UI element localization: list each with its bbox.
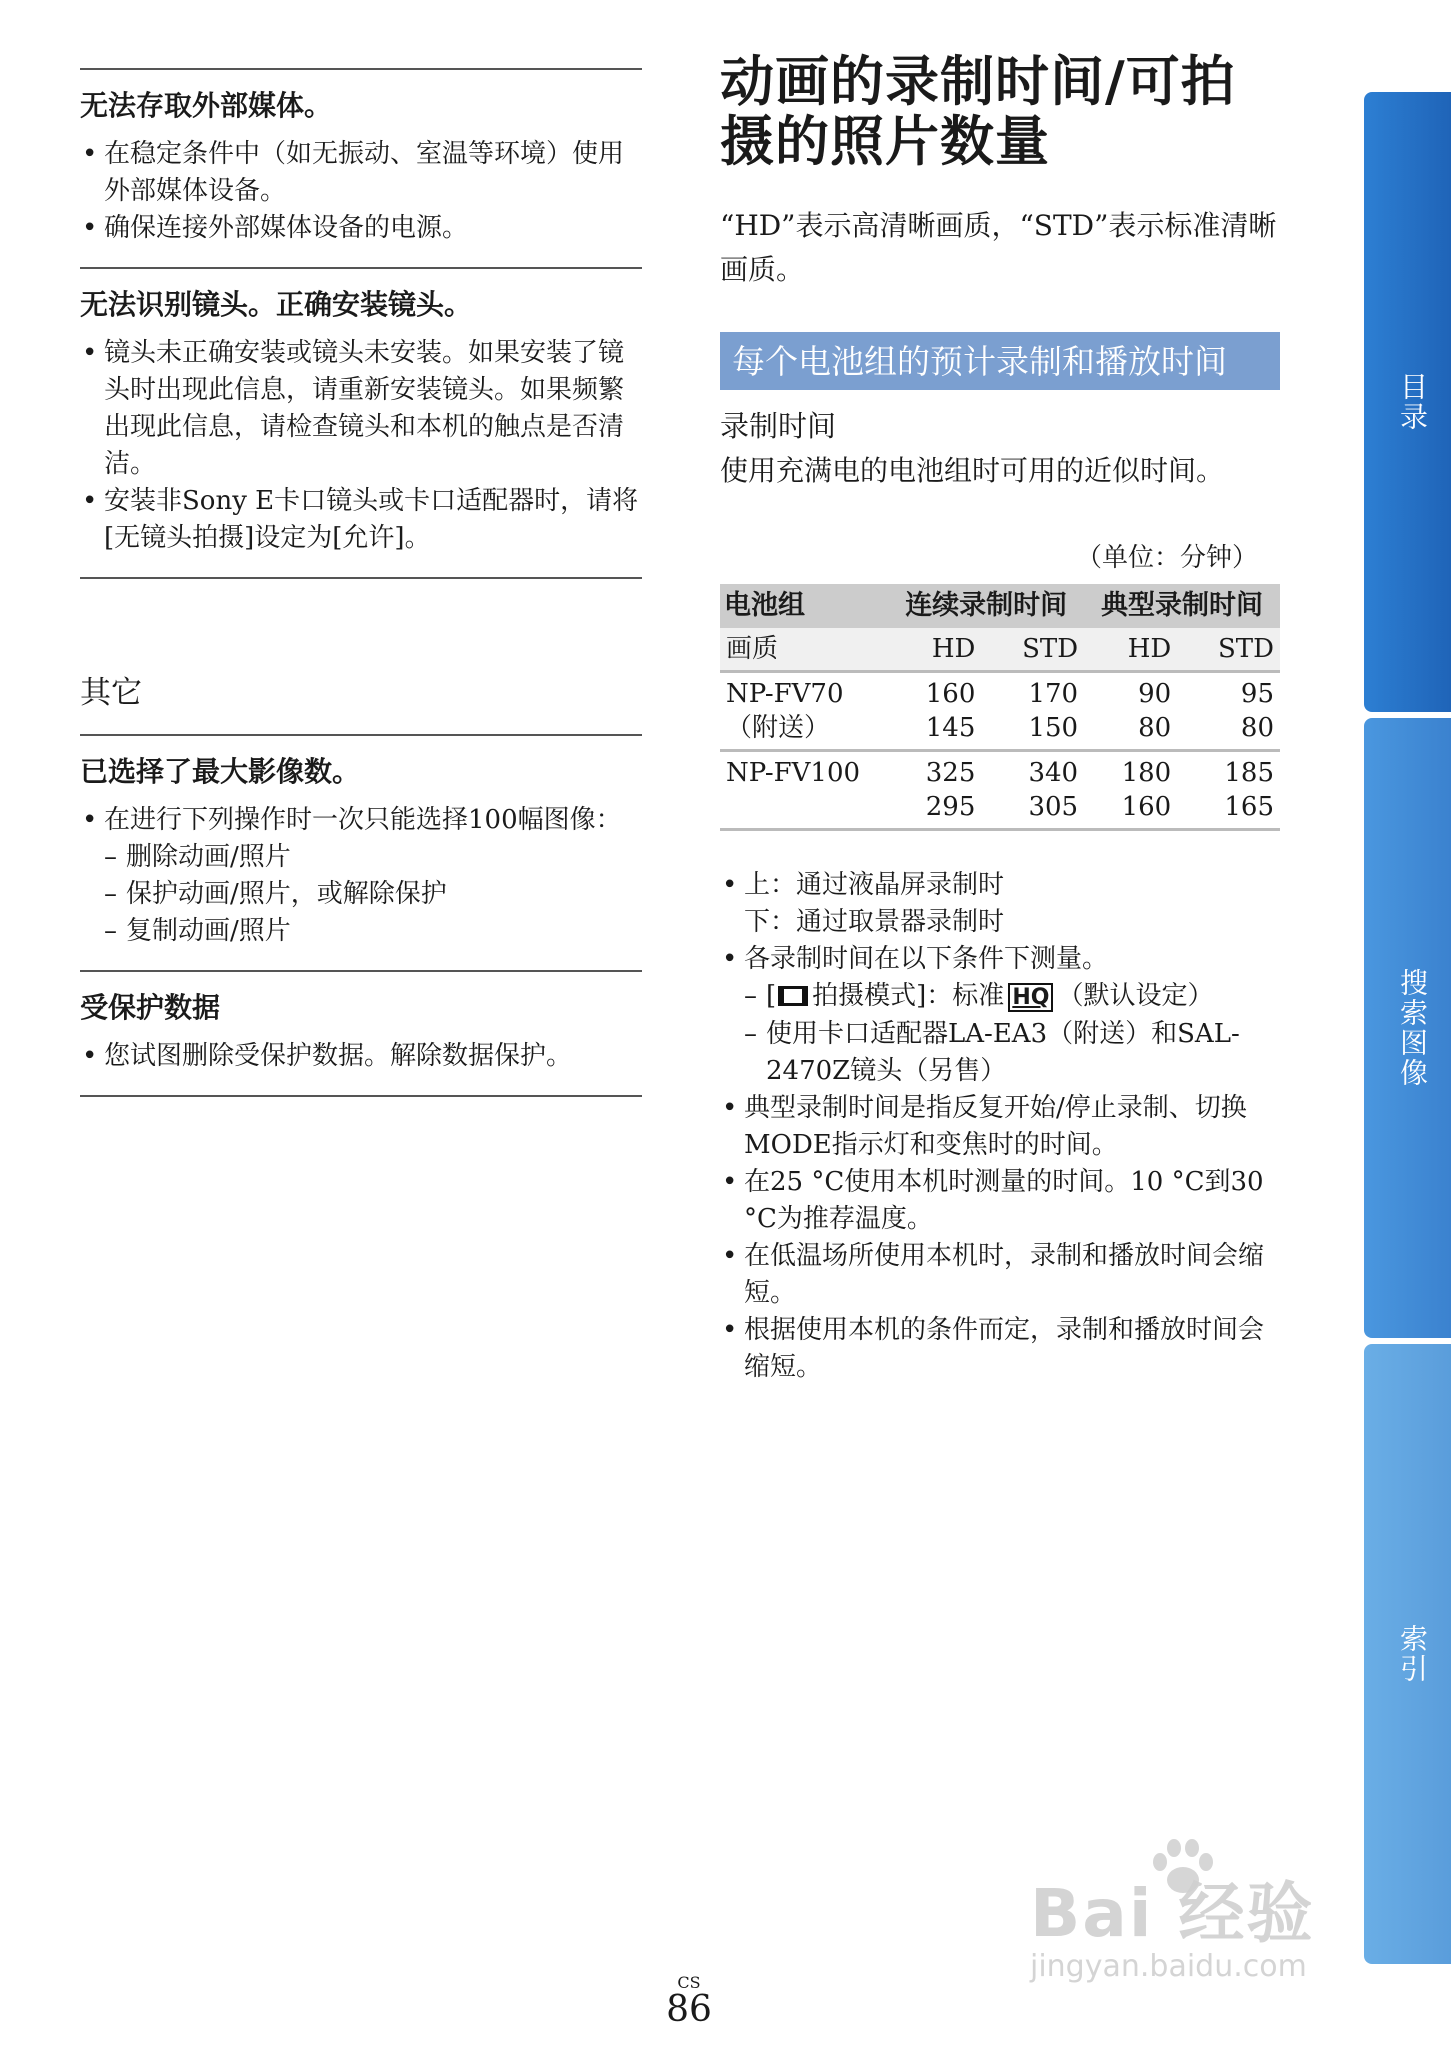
value: 160 bbox=[925, 679, 976, 709]
battery-table bbox=[720, 584, 1280, 831]
group-title-other: 其它 bbox=[80, 675, 142, 711]
quality-label: 画质 bbox=[720, 628, 888, 672]
page-number-value: 86 bbox=[666, 1989, 712, 2030]
language-code: CS bbox=[677, 1973, 701, 1992]
dash-text: 拍摄模式]：标准 bbox=[812, 981, 1005, 1011]
watermark-url: jingyan.baidu.com bbox=[1030, 1949, 1307, 1984]
value-cell bbox=[888, 672, 981, 751]
right-column bbox=[720, 52, 1280, 1386]
sub-heading: 录制时间 bbox=[720, 409, 837, 443]
notes-list bbox=[720, 867, 1280, 1386]
tab-label: 索引 bbox=[1396, 1624, 1429, 1684]
value-cell bbox=[1177, 751, 1280, 830]
section-lens bbox=[80, 267, 642, 579]
bullet-list bbox=[80, 1038, 642, 1075]
list-item bbox=[80, 802, 642, 950]
bullet-list bbox=[80, 136, 642, 247]
note-item: • 在25 °C使用本机时测量的时间。10 °C到30 °C为推荐温度。 bbox=[720, 1164, 1280, 1238]
note-item bbox=[720, 867, 1280, 941]
value: 160 bbox=[1121, 792, 1172, 822]
tab-search-image[interactable] bbox=[1364, 718, 1451, 1338]
section-protected-data bbox=[80, 970, 642, 1097]
value: 170 bbox=[1028, 679, 1079, 709]
page-title: 动画的录制时间/可拍摄的照片数量 bbox=[720, 50, 1236, 173]
hq-icon: HQ bbox=[1008, 983, 1053, 1012]
note-text: • 上：通过液晶屏录制时 bbox=[744, 870, 1005, 900]
value-cell bbox=[981, 672, 1084, 751]
value: 295 bbox=[925, 792, 976, 822]
note-item: • 根据使用本机的条件而定，录制和播放时间会缩短。 bbox=[720, 1312, 1280, 1386]
value-cell bbox=[1084, 672, 1177, 751]
value: 80 bbox=[1240, 713, 1274, 743]
header-battery: 电池组 bbox=[720, 584, 888, 628]
note-item bbox=[720, 941, 1280, 1090]
note-text: 下：通过取景器录制时 bbox=[744, 907, 1005, 937]
quality-std: STD bbox=[1177, 628, 1280, 672]
dash-text: （默认设定） bbox=[1057, 981, 1214, 1011]
tab-index[interactable] bbox=[1364, 1344, 1451, 1964]
battery-name: NP-FV100 bbox=[726, 758, 861, 788]
battery-name-cell bbox=[720, 672, 888, 751]
unit-label: （单位：分钟） bbox=[1075, 543, 1258, 573]
intro-text: “HD”表示高清晰画质，“STD”表示标准清晰画质。 bbox=[720, 209, 1277, 286]
battery-note: （附送） bbox=[726, 713, 831, 743]
value-cell bbox=[1084, 751, 1177, 830]
note-item: • 在低温场所使用本机时，录制和播放时间会缩短。 bbox=[720, 1238, 1280, 1312]
value: 165 bbox=[1224, 792, 1274, 822]
page-number bbox=[664, 1975, 714, 2029]
watermark bbox=[1030, 1860, 1360, 1984]
quality-hd: HD bbox=[888, 628, 981, 672]
value: 180 bbox=[1121, 758, 1172, 788]
bullet-list bbox=[80, 802, 642, 950]
quality-row bbox=[720, 628, 1280, 672]
value: 80 bbox=[1138, 713, 1172, 743]
bracket: [ bbox=[766, 981, 777, 1011]
value: 305 bbox=[1028, 792, 1079, 822]
sub-description: 使用充满电的电池组时可用的近似时间。 bbox=[720, 454, 1225, 487]
value: 325 bbox=[925, 758, 976, 788]
section-media-access bbox=[80, 68, 642, 267]
header-continuous: 连续录制时间 bbox=[888, 584, 1084, 628]
value: 95 bbox=[1240, 679, 1274, 709]
left-column bbox=[80, 68, 642, 1097]
battery-name: NP-FV70 bbox=[726, 679, 844, 709]
section-title: 无法识别镜头。正确安装镜头。 bbox=[80, 288, 473, 321]
dash-item: – 使用卡口适配器LA-EA3（附送）和SAL-2470Z镜头（另售） bbox=[744, 1016, 1280, 1090]
section-title: 受保护数据 bbox=[80, 991, 221, 1024]
dash-list bbox=[744, 978, 1280, 1090]
list-item: • 镜头未正确安装或镜头未安装。如果安装了镜头时出现此信息，请重新安装镜头。如果频繁出现此信息，请检查镜头和本机的触点是否清洁。 bbox=[80, 335, 642, 483]
dash-item: – 保护动画/照片，或解除保护 bbox=[104, 876, 642, 913]
value-cell bbox=[981, 751, 1084, 830]
list-item: • 确保连接外部媒体设备的电源。 bbox=[80, 210, 642, 247]
blue-heading: 每个电池组的预计录制和播放时间 bbox=[720, 332, 1280, 390]
quality-std: STD bbox=[981, 628, 1084, 672]
tab-contents[interactable] bbox=[1364, 92, 1451, 712]
value: 185 bbox=[1224, 758, 1274, 788]
section-max-images bbox=[80, 734, 642, 970]
tab-label: 搜索图像 bbox=[1396, 968, 1429, 1088]
list-item-text: 在进行下列操作时一次只能选择100幅图像： bbox=[104, 805, 622, 835]
table-header-row bbox=[720, 584, 1280, 628]
value-cell bbox=[888, 751, 981, 830]
bullet-list bbox=[80, 335, 642, 557]
value: 145 bbox=[925, 713, 976, 743]
note-text: 各录制时间在以下条件下测量。 bbox=[744, 944, 1109, 974]
watermark-brand: Bai 经验 bbox=[1030, 1875, 1315, 1952]
table-row bbox=[720, 672, 1280, 751]
dash-item: – 删除动画/照片 bbox=[104, 839, 642, 876]
dash-list bbox=[104, 839, 642, 950]
value: 150 bbox=[1028, 713, 1079, 743]
value: 340 bbox=[1028, 758, 1079, 788]
list-item: • 在稳定条件中（如无振动、室温等环境）使用外部媒体设备。 bbox=[80, 136, 642, 210]
list-item: • 您试图删除受保护数据。解除数据保护。 bbox=[80, 1038, 642, 1075]
header-typical: 典型录制时间 bbox=[1084, 584, 1280, 628]
battery-name-cell bbox=[720, 751, 888, 830]
dash-item: – 复制动画/照片 bbox=[104, 913, 642, 950]
table-row bbox=[720, 751, 1280, 830]
quality-hd: HD bbox=[1084, 628, 1177, 672]
list-item: • 安装非Sony E卡口镜头或卡口适配器时，请将[无镜头拍摄]设定为[允许]。 bbox=[80, 483, 642, 557]
value: 90 bbox=[1138, 679, 1172, 709]
section-title: 无法存取外部媒体。 bbox=[80, 89, 333, 122]
note-item: • 典型录制时间是指反复开始/停止录制、切换MODE指示灯和变焦时的时间。 bbox=[720, 1090, 1280, 1164]
dash-item bbox=[744, 978, 1280, 1016]
section-title: 已选择了最大影像数。 bbox=[80, 755, 361, 788]
value-cell bbox=[1177, 672, 1280, 751]
movie-icon bbox=[778, 986, 808, 1006]
notes bbox=[720, 867, 1280, 1386]
tab-label: 目录 bbox=[1396, 372, 1429, 432]
